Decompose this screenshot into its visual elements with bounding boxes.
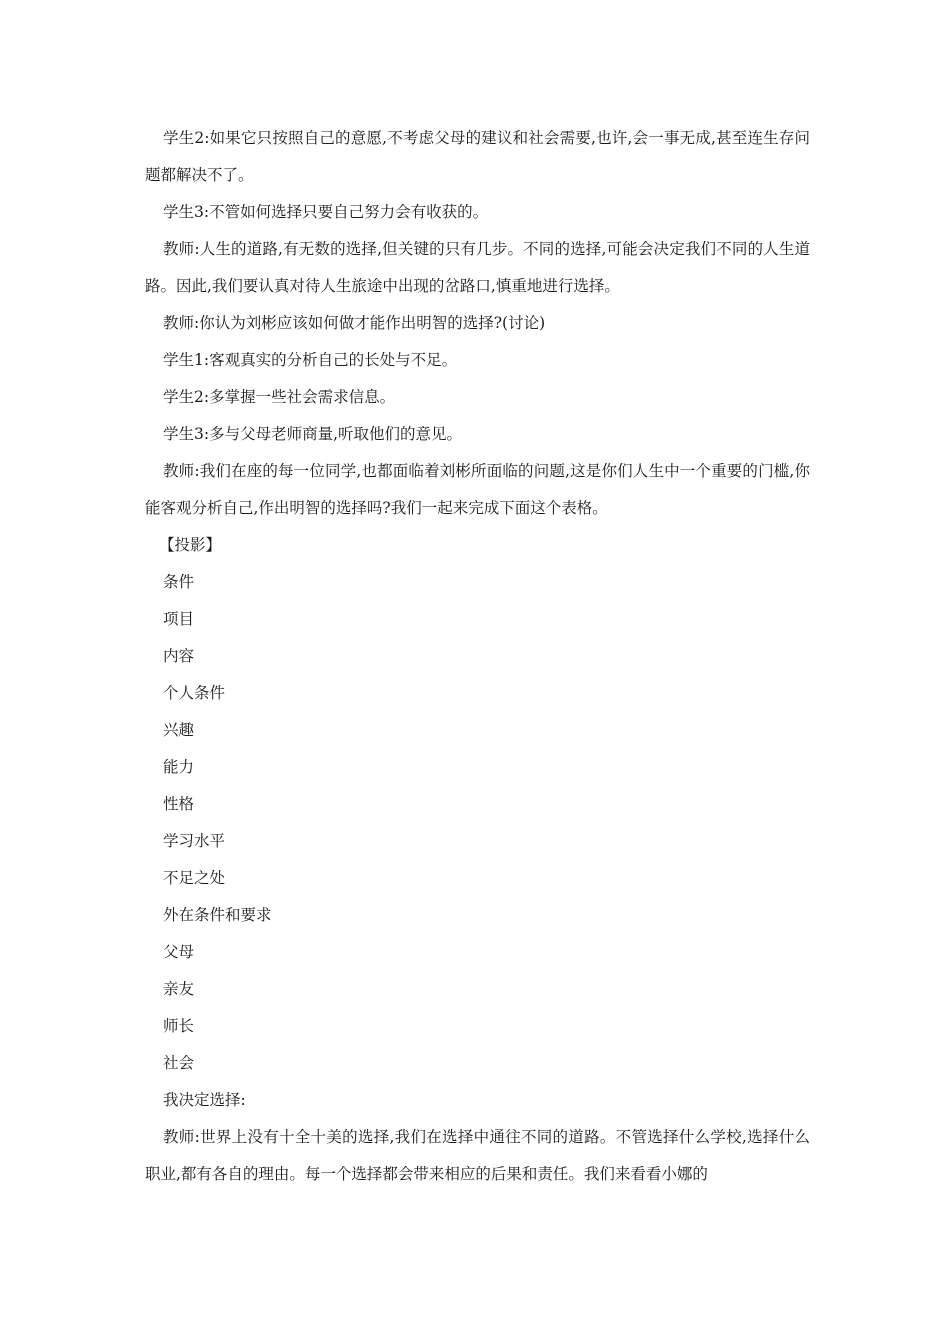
text-line: 兴趣 [163,721,195,739]
text-line: 不足之处 [163,869,226,887]
text-line: 亲友 [163,980,195,998]
text-line: 能力 [163,758,195,776]
text-line: 条件 [163,573,195,591]
text-line: 学生3:不管如何选择只要自己努力会有收获的。 [163,203,489,221]
text-line: 学生2:多掌握一些社会需求信息。 [163,388,396,406]
text-line: 外在条件和要求 [163,906,272,924]
text-line: 性格 [163,795,195,813]
text-line: 个人条件 [163,684,226,702]
text-line: 我决定选择: [163,1091,246,1109]
text-line: 社会 [163,1054,195,1072]
body-paragraph: 教师:我们在座的每一位同学,也都面临着刘彬所面临的问题,这是你们人生中一个重要的门槛,你能客观分析自己,作出明智的选择吗?我们一起来完成下面这个表格。 [145,462,810,517]
section-label: 【投影】 [159,536,222,554]
text-line: 父母 [163,943,195,961]
text-line: 师长 [163,1017,195,1035]
document-body [145,120,810,1193]
text-line: 内容 [163,647,195,665]
body-paragraph: 教师:世界上没有十全十美的选择,我们在选择中通往不同的道路。不管选择什么学校,选择什么职业,都有各自的理由。每一个选择都会带来相应的后果和责任。我们来看看小娜的 [145,1128,810,1183]
text-line: 学生3:多与父母老师商量,听取他们的意见。 [163,425,463,443]
text-line: 教师:你认为刘彬应该如何做才能作出明智的选择?(讨论) [163,314,546,332]
body-paragraph: 教师:人生的道路,有无数的选择,但关键的只有几步。不同的选择,可能会决定我们不同的人生道路。因此,我们要认真对待人生旅途中出现的岔路口,慎重地进行选择。 [145,240,810,295]
text-line: 项目 [163,610,195,628]
text-line: 学生1:客观真实的分析自己的长处与不足。 [163,351,458,369]
body-paragraph: 学生2:如果它只按照自己的意愿,不考虑父母的建议和社会需要,也许,会一事无成,甚至连生存问题都解决不了。 [145,129,810,184]
text-line: 学习水平 [163,832,226,850]
